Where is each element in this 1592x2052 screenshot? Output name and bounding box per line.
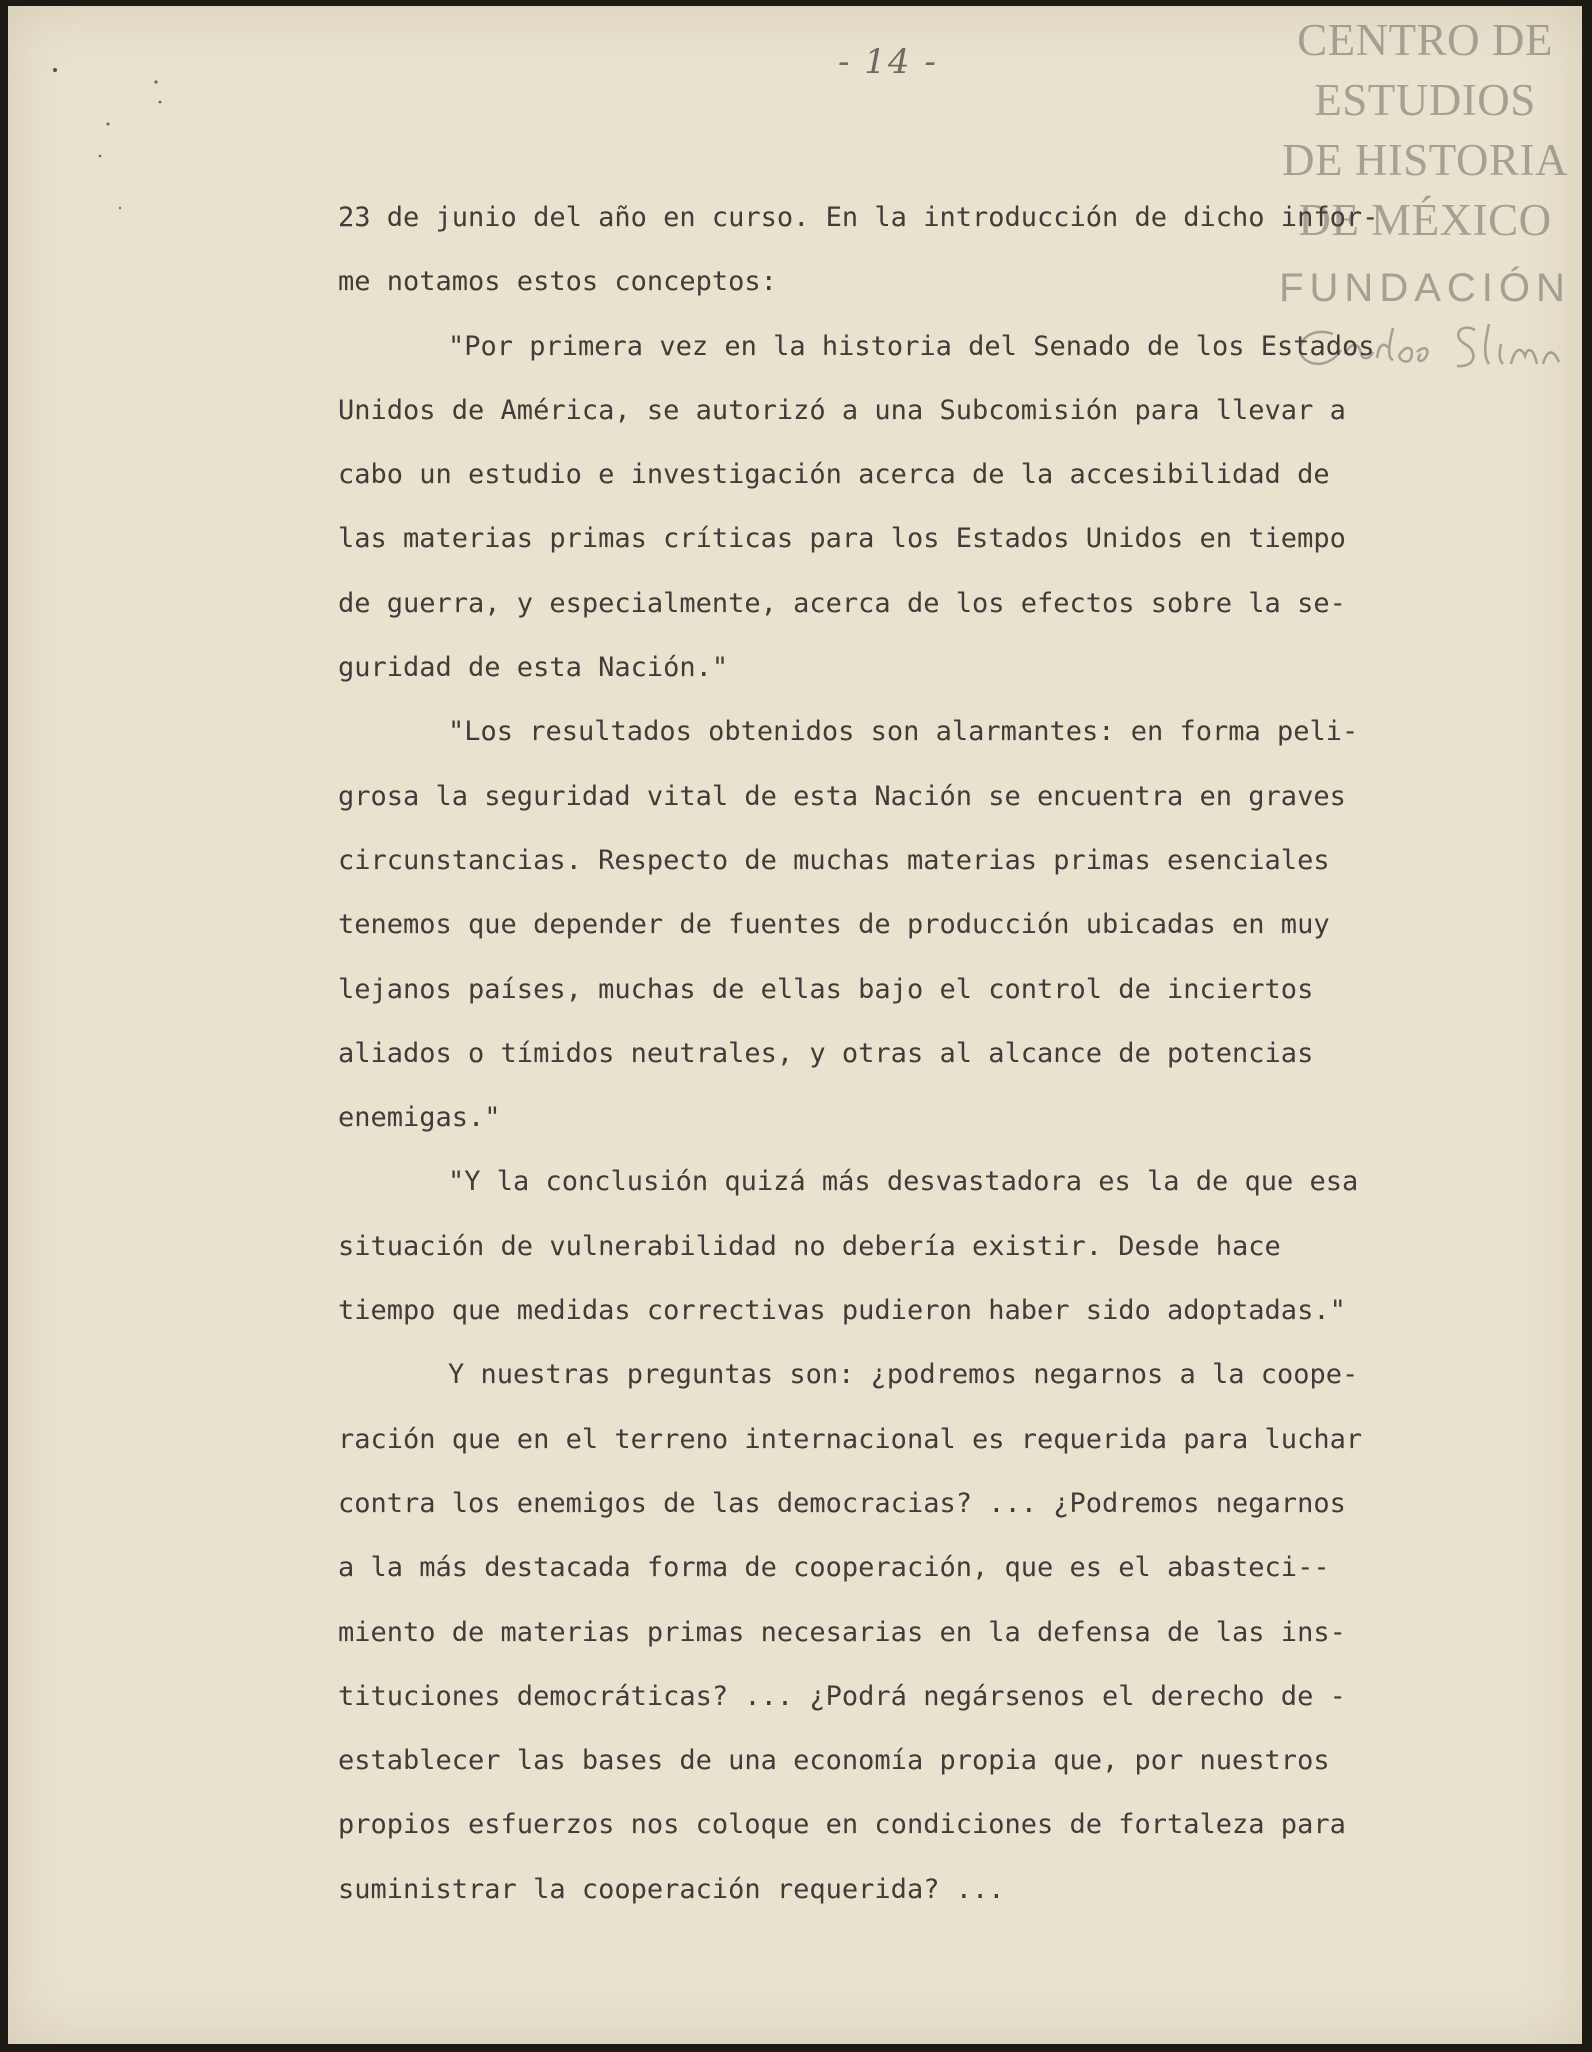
text-line: cabo un estudio e investigación acerca de la accesibilidad de [338, 459, 1330, 491]
text-line: enemigas." [338, 1102, 501, 1134]
text-line: establecer las bases de una economía propia que, por nuestros [338, 1745, 1330, 1777]
paper-specks [8, 6, 308, 266]
text-line: ración que en el terreno internacional es requerida para luchar [338, 1423, 1363, 1455]
page-number: - 14 - [838, 42, 938, 82]
text-line: miento de materias primas necesarias en la defensa de las ins- [338, 1616, 1346, 1648]
text-line: circunstancias. Respecto de muchas materias primas esenciales [338, 844, 1330, 876]
text-line: 23 de junio del año en curso. En la introducción de dicho infor- [338, 202, 1379, 233]
text-line: tiempo que medidas correctivas pudieron haber sido adoptadas." [338, 1295, 1346, 1327]
text-line: tenemos que depender de fuentes de producción ubicadas en muy [338, 909, 1330, 941]
watermark-foundation: FUNDACIÓN [1279, 266, 1571, 310]
text-line: lejanos países, muchas de ellas bajo el control de inciertos [338, 973, 1314, 1005]
paragraph [338, 186, 1538, 315]
quoted-paragraph [338, 315, 1538, 701]
letter-body [338, 186, 1538, 1922]
text-line: "Por primera vez en la historia del Senado de los Estados [448, 330, 1375, 362]
text-line: situación de vulnerabilidad no debería existir. Desde hace [338, 1230, 1281, 1262]
text-line: grosa la seguridad vital de esta Nación se encuentra en graves [338, 780, 1346, 812]
document-page [8, 6, 1582, 2044]
text-line: tituciones democráticas? ... ¿Podrá negársenos el derecho de - [338, 1680, 1346, 1712]
watermark-line: DE MÉXICO [1298, 195, 1552, 245]
text-line: guridad de esta Nación." [338, 652, 729, 684]
quoted-paragraph [338, 1150, 1538, 1343]
text-line: "Y la conclusión quizá más desvastadora es la de que esa [448, 1166, 1359, 1198]
text-line: suministrar la cooperación requerida? ... [338, 1873, 1005, 1905]
watermark-line: CENTRO DE [1297, 15, 1553, 65]
watermark-line: ESTUDIOS [1314, 75, 1536, 125]
text-line: me notamos estos conceptos: [338, 266, 777, 298]
text-line: aliados o tímidos neutrales, y otras al alcance de potencias [338, 1037, 1314, 1069]
text-line: Unidos de América, se autorizó a una Subcomisión para llevar a [338, 394, 1346, 426]
text-line: a la más destacada forma de cooperación, que es el abasteci-- [338, 1552, 1330, 1584]
text-line: de guerra, y especialmente, acerca de los efectos sobre la se- [338, 587, 1346, 619]
text-line: "Los resultados obtenidos son alarmantes: en forma peli- [448, 716, 1359, 748]
text-line: Y nuestras preguntas son: ¿podremos negarnos a la coope- [448, 1359, 1359, 1391]
text-line: propios esfuerzos nos coloque en condiciones de fortaleza para [338, 1809, 1346, 1841]
watermark-line: DE HISTORIA [1282, 135, 1568, 185]
quoted-paragraph [338, 700, 1538, 1150]
paragraph [338, 1343, 1538, 1922]
text-line: las materias primas críticas para los Estados Unidos en tiempo [338, 523, 1346, 555]
text-line: contra los enemigos de las democracias? ... ¿Podremos negarnos [338, 1487, 1346, 1519]
